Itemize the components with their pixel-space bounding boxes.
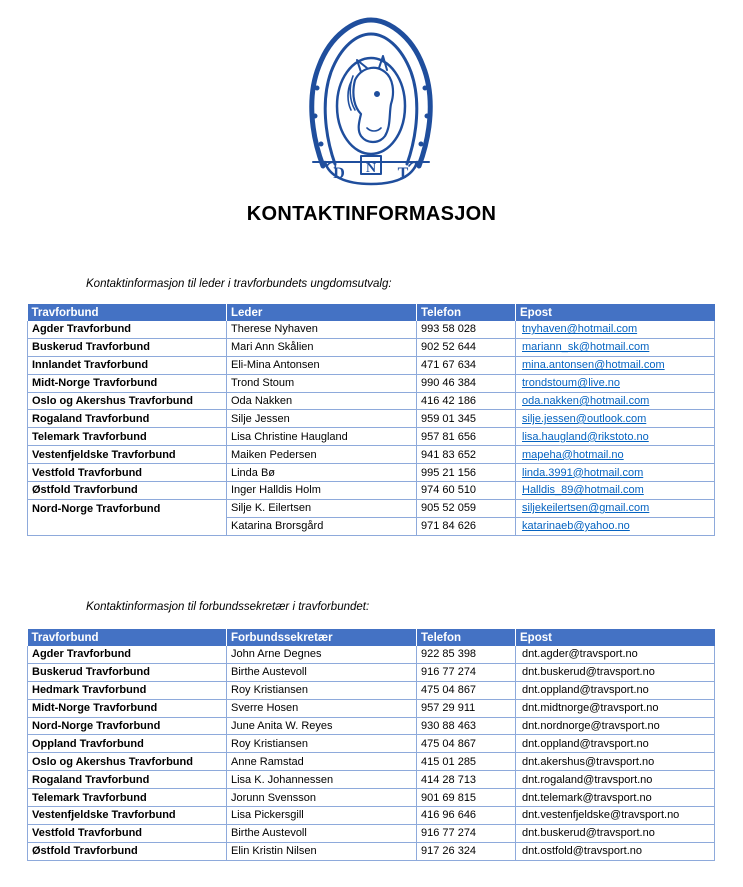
travforbund-cell: Buskerud Travforbund (28, 663, 227, 681)
table-row (28, 699, 715, 717)
email-cell: dnt.telemark@travsport.no (516, 789, 715, 807)
email-link[interactable]: mariann_sk@hotmail.com (522, 341, 650, 354)
email-link[interactable]: lisa.haugland@rikstoto.no (522, 430, 649, 443)
column-header: Telefon (417, 304, 516, 321)
phone-cell: 957 81 656 (417, 428, 516, 446)
email-link[interactable]: mapeha@hotmail.no (522, 448, 624, 461)
table-row (28, 663, 715, 681)
table-row (28, 681, 715, 699)
travforbund-cell: Vestfold Travforbund (28, 464, 227, 482)
travforbund-cell: Innlandet Travforbund (28, 356, 227, 374)
email-cell: dnt.oppland@travsport.no (516, 735, 715, 753)
phone-cell: 922 85 398 (417, 646, 516, 663)
table-row (28, 374, 715, 392)
table-row (28, 646, 715, 663)
phone-cell: 974 60 510 (417, 482, 516, 500)
email-cell (516, 482, 715, 500)
email-link[interactable]: linda.3991@hotmail.com (522, 466, 644, 479)
table-row (28, 517, 715, 535)
travforbund-cell: Midt-Norge Travforbund (28, 699, 227, 717)
name-cell: Silje Jessen (227, 410, 417, 428)
email-cell: dnt.agder@travsport.no (516, 646, 715, 663)
travforbund-cell: Telemark Travforbund (28, 789, 227, 807)
email-cell (516, 356, 715, 374)
email-cell: dnt.vestenfjeldske@travsport.no (516, 807, 715, 825)
phone-cell: 415 01 285 (417, 753, 516, 771)
name-cell: Elin Kristin Nilsen (227, 842, 417, 860)
name-cell: Roy Kristiansen (227, 735, 417, 753)
section-heading-leaders: Kontaktinformasjon til leder i travforbundets ungdomsutvalg: (86, 278, 392, 290)
travforbund-cell: Nord-Norge Travforbund (28, 499, 227, 517)
svg-text:N: N (365, 161, 377, 176)
phone-cell: 471 67 634 (417, 356, 516, 374)
email-cell (516, 392, 715, 410)
phone-cell: 416 42 186 (417, 392, 516, 410)
name-cell: Inger Halldis Holm (227, 482, 417, 500)
email-cell (516, 517, 715, 535)
email-cell: dnt.buskerud@travsport.no (516, 663, 715, 681)
email-link[interactable]: Halldis_89@hotmail.com (522, 484, 644, 497)
phone-cell: 901 69 815 (417, 789, 516, 807)
email-link[interactable]: silje.jessen@outlook.com (522, 412, 647, 425)
table-row (28, 428, 715, 446)
travforbund-cell: Rogaland Travforbund (28, 410, 227, 428)
name-cell: Therese Nyhaven (227, 321, 417, 338)
travforbund-cell: Hedmark Travforbund (28, 681, 227, 699)
travforbund-cell: Oppland Travforbund (28, 735, 227, 753)
travforbund-cell: Rogaland Travforbund (28, 771, 227, 789)
phone-cell: 957 29 911 (417, 699, 516, 717)
email-cell: dnt.ostfold@travsport.no (516, 842, 715, 860)
name-cell: John Arne Degnes (227, 646, 417, 663)
name-cell: Eli-Mina Antonsen (227, 356, 417, 374)
name-cell: Linda Bø (227, 464, 417, 482)
secretaries-table (27, 629, 715, 861)
name-cell: Lisa Christine Haugland (227, 428, 417, 446)
phone-cell: 971 84 626 (417, 517, 516, 535)
table-row (28, 410, 715, 428)
email-cell (516, 338, 715, 356)
leaders-table (27, 304, 715, 536)
name-cell: Lisa Pickersgill (227, 807, 417, 825)
table-row (28, 842, 715, 860)
travforbund-cell: Oslo og Akershus Travforbund (28, 753, 227, 771)
table-row (28, 321, 715, 338)
email-link[interactable]: tnyhaven@hotmail.com (522, 323, 638, 336)
phone-cell: 990 46 384 (417, 374, 516, 392)
table-row (28, 392, 715, 410)
email-cell (516, 374, 715, 392)
travforbund-cell: Vestenfjeldske Travforbund (28, 446, 227, 464)
table-row (28, 807, 715, 825)
page-title: KONTAKTINFORMASJON (246, 203, 497, 225)
name-cell: June Anita W. Reyes (227, 717, 417, 735)
name-cell: Trond Stoum (227, 374, 417, 392)
horse-horseshoe-logo-icon (305, 16, 437, 188)
svg-text:D: D (333, 165, 345, 182)
phone-cell: 414 28 713 (417, 771, 516, 789)
email-cell: dnt.midtnorge@travsport.no (516, 699, 715, 717)
name-cell: Jorunn Svensson (227, 789, 417, 807)
travforbund-cell: Agder Travforbund (28, 321, 227, 338)
column-header: Travforbund (28, 304, 227, 321)
email-cell: dnt.nordnorge@travsport.no (516, 717, 715, 735)
phone-cell: 930 88 463 (417, 717, 516, 735)
email-cell (516, 499, 715, 517)
email-cell (516, 428, 715, 446)
section-heading-secretaries: Kontaktinformasjon til forbundssekretær i travforbundet: (86, 601, 370, 613)
table-row (28, 824, 715, 842)
email-link[interactable]: katarinaeb@yahoo.no (522, 520, 630, 533)
email-link[interactable]: trondstoum@live.no (522, 377, 620, 390)
email-cell (516, 410, 715, 428)
travforbund-cell: Agder Travforbund (28, 646, 227, 663)
table-header-row (28, 629, 715, 646)
email-link[interactable]: mina.antonsen@hotmail.com (522, 359, 665, 372)
phone-cell: 993 58 028 (417, 321, 516, 338)
email-cell: dnt.buskerud@travsport.no (516, 824, 715, 842)
travforbund-cell: Vestfold Travforbund (28, 824, 227, 842)
name-cell: Oda Nakken (227, 392, 417, 410)
table-row (28, 735, 715, 753)
table-row (28, 356, 715, 374)
name-cell: Sverre Hosen (227, 699, 417, 717)
travforbund-cell: Midt-Norge Travforbund (28, 374, 227, 392)
travforbund-cell (28, 517, 227, 535)
name-cell: Maiken Pedersen (227, 446, 417, 464)
email-cell: dnt.oppland@travsport.no (516, 681, 715, 699)
column-header: Epost (516, 629, 715, 646)
column-header: Telefon (417, 629, 516, 646)
phone-cell: 475 04 867 (417, 735, 516, 753)
phone-cell: 959 01 345 (417, 410, 516, 428)
name-cell: Anne Ramstad (227, 753, 417, 771)
table-row (28, 338, 715, 356)
travforbund-cell: Østfold Travforbund (28, 482, 227, 500)
travforbund-cell: Vestenfjeldske Travforbund (28, 807, 227, 825)
table-row (28, 482, 715, 500)
phone-cell: 916 77 274 (417, 663, 516, 681)
name-cell: Birthe Austevoll (227, 824, 417, 842)
name-cell: Birthe Austevoll (227, 663, 417, 681)
name-cell: Lisa K. Johannessen (227, 771, 417, 789)
svg-text:T: T (397, 165, 409, 182)
table-row (28, 464, 715, 482)
email-link[interactable]: oda.nakken@hotmail.com (522, 395, 650, 407)
column-header: Epost (516, 304, 715, 321)
travforbund-cell: Telemark Travforbund (28, 428, 227, 446)
email-link[interactable]: siljekeilertsen@gmail.com (522, 502, 650, 515)
phone-cell: 916 77 274 (417, 824, 516, 842)
phone-cell: 917 26 324 (417, 842, 516, 860)
email-cell: dnt.rogaland@travsport.no (516, 771, 715, 789)
table-header-row (28, 304, 715, 321)
name-cell: Silje K. Eilertsen (227, 499, 417, 517)
email-cell (516, 464, 715, 482)
phone-cell: 995 21 156 (417, 464, 516, 482)
travforbund-cell: Oslo og Akershus Travforbund (28, 392, 227, 410)
phone-cell: 941 83 652 (417, 446, 516, 464)
travforbund-cell: Nord-Norge Travforbund (28, 717, 227, 735)
name-cell: Katarina Brorsgård (227, 517, 417, 535)
table-row (28, 717, 715, 735)
phone-cell: 475 04 867 (417, 681, 516, 699)
table-row (28, 789, 715, 807)
email-cell: dnt.akershus@travsport.no (516, 753, 715, 771)
name-cell: Roy Kristiansen (227, 681, 417, 699)
table-row (28, 753, 715, 771)
travforbund-cell: Buskerud Travforbund (28, 338, 227, 356)
table-row (28, 446, 715, 464)
table-row (28, 499, 715, 517)
phone-cell: 416 96 646 (417, 807, 516, 825)
travforbund-cell: Østfold Travforbund (28, 842, 227, 860)
phone-cell: 902 52 644 (417, 338, 516, 356)
phone-cell: 905 52 059 (417, 499, 516, 517)
column-header: Forbundssekretær (227, 629, 417, 646)
email-cell (516, 321, 715, 338)
table-row (28, 771, 715, 789)
email-cell (516, 446, 715, 464)
column-header: Travforbund (28, 629, 227, 646)
name-cell: Mari Ann Skålien (227, 338, 417, 356)
column-header: Leder (227, 304, 417, 321)
